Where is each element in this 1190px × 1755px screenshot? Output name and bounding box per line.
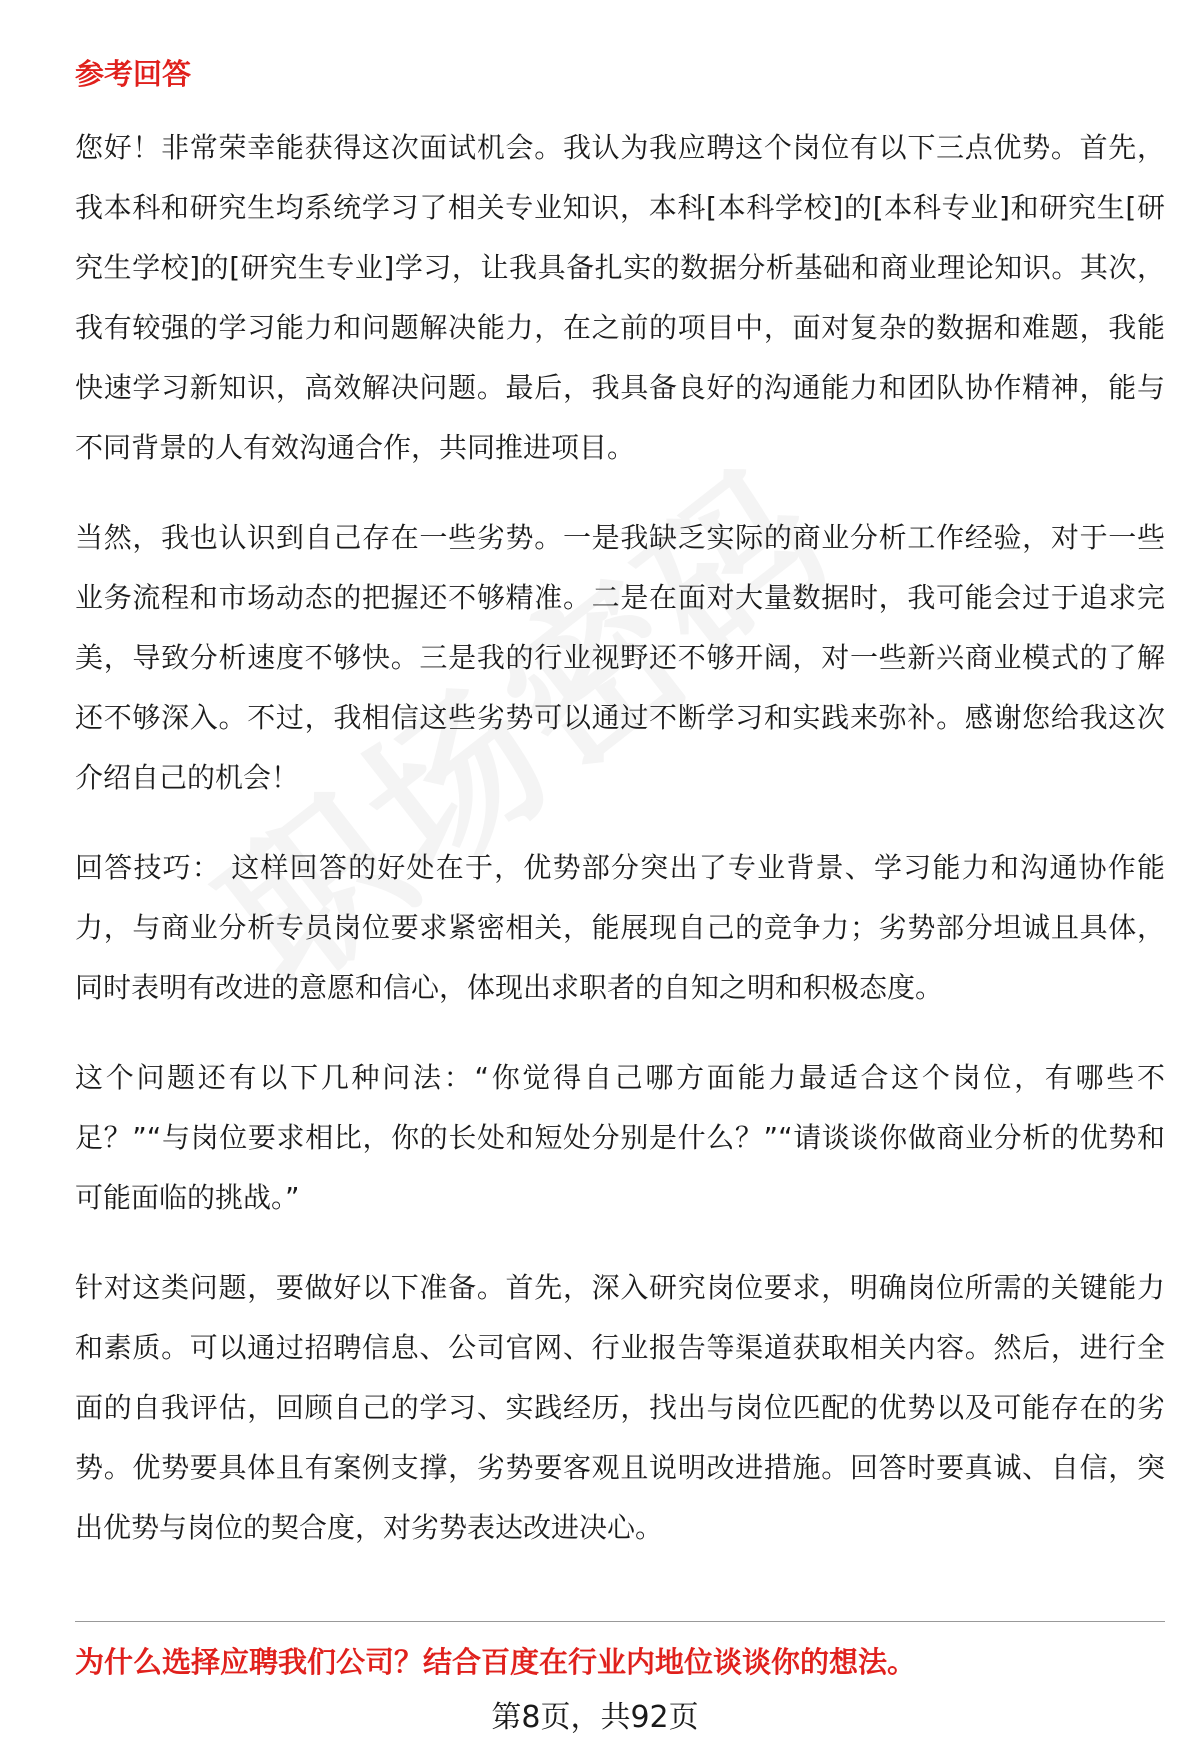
section-divider [75, 1621, 1165, 1622]
answer-body [75, 118, 1165, 1588]
answer-tips-paragraph: 回答技巧： 这样回答的好处在于，优势部分突出了专业背景、学习能力和沟通协作能力，与商业分析专员岗位要求紧密相关，能展现自己的竞争力；劣势部分坦诚且具体，同时表明有改进的意愿和信心，体现出求职者的自知之明和积极态度。 [75, 851, 1165, 1004]
section-heading: 参考回答 [75, 57, 192, 91]
page-number: 第8页，共92页 [491, 1700, 699, 1735]
preparation-paragraph: 针对这类问题，要做好以下准备。首先，深入研究岗位要求，明确岗位所需的关键能力和素质。可以通过招聘信息、公司官网、行业报告等渠道获取相关内容。然后，进行全面的自我评估，回顾自己的学习、实践经历，找出与岗位匹配的优势以及可能存在的劣势。优势要具体且有案例支撑，劣势要客观且说明改进措施。回答时要真诚、自信，突出优势与岗位的契合度，对劣势表达改进决心。 [75, 1271, 1165, 1544]
alternative-questions-paragraph: 这个问题还有以下几种问法：“你觉得自己哪方面能力最适合这个岗位，有哪些不足？”“与岗位要求相比，你的长处和短处分别是什么？”“请谈谈你做商业分析的优势和可能面临的挑战。” [75, 1061, 1165, 1214]
answer-paragraph-weaknesses: 当然，我也认识到自己存在一些劣势。一是我缺乏实际的商业分析工作经验，对于一些业务流程和市场动态的把握还不够精准。二是在面对大量数据时，我可能会过于追求完美，导致分析速度不够快。三是我的行业视野还不够开阔，对一些新兴商业模式的了解还不够深入。不过，我相信这些劣势可以通过不断学习和实践来弥补。感谢您给我这次介绍自己的机会！ [75, 521, 1165, 794]
next-question-heading: 为什么选择应聘我们公司？结合百度在行业内地位谈谈你的想法。 [75, 1645, 917, 1679]
answer-paragraph-strengths: 您好！非常荣幸能获得这次面试机会。我认为我应聘这个岗位有以下三点优势。首先，我本科和研究生均系统学习了相关专业知识，本科[本科学校]的[本科专业]和研究生[研究生学校]的[研究生专业]学习，让我具备扎实的数据分析基础和商业理论知识。其次，我有较强的学习能力和问题解决能力，在之前的项目中，面对复杂的数据和难题，我能快速学习新知识，高效解决问题。最后，我具备良好的沟通能力和团队协作精神，能与不同背景的人有效沟通合作，共同推进项目。 [75, 131, 1165, 464]
